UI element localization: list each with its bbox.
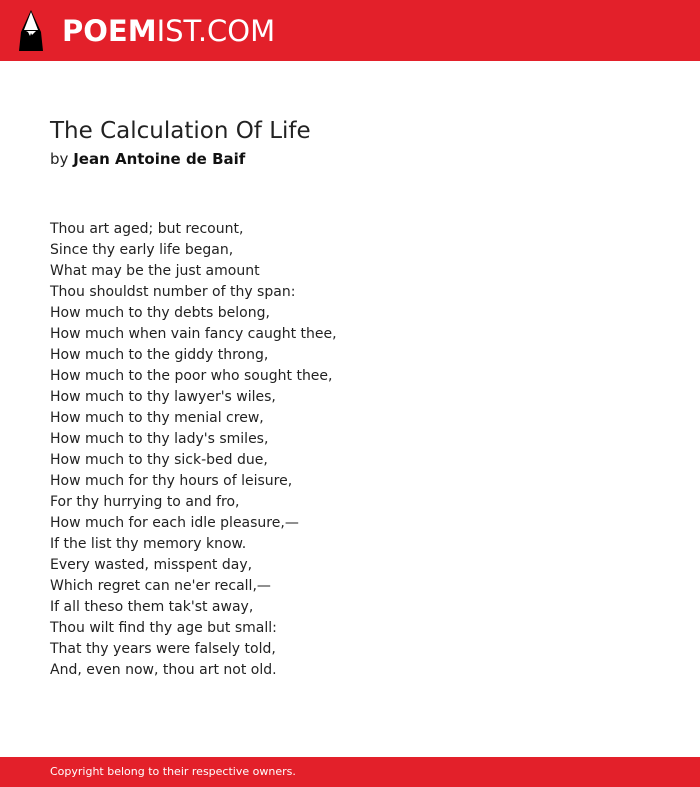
poem-line: If all theso them tak'st away, [50, 599, 254, 615]
poem-line: How much to thy debts belong, [50, 305, 270, 321]
poem-line: Since thy early life began, [50, 242, 234, 258]
poem-line: How much to the giddy throng, [50, 347, 269, 363]
poem-line: How much for thy hours of leisure, [50, 473, 293, 489]
poem-line: How much for each idle pleasure,— [50, 515, 299, 531]
poem-line: If the list thy memory know. [50, 536, 247, 552]
poem-line: How much to thy lady's smiles, [50, 431, 269, 447]
poem-line: How much to thy sick-bed due, [50, 452, 268, 468]
pen-nib-icon[interactable] [18, 10, 44, 51]
site-logo[interactable] [62, 13, 275, 49]
poem-line: How much when vain fancy caught thee, [50, 326, 337, 342]
poem-line: How much to the poor who sought thee, [50, 368, 333, 384]
poem-line: Every wasted, misspent day, [50, 557, 253, 573]
poem-title: The Calculation Of Life [50, 118, 311, 144]
copyright-notice: Copyright belong to their respective owners. [50, 765, 296, 778]
poem-line: For thy hurrying to and fro, [50, 494, 240, 510]
site-footer [0, 757, 700, 787]
poem-line: And, even now, thou art not old. [50, 662, 277, 678]
poem-author: Jean Antoine de Baif [73, 150, 246, 168]
logo-wordmark-bold: POEM [62, 14, 157, 48]
by-label: by [50, 150, 69, 168]
logo-wordmark-light: IST.COM [156, 14, 276, 48]
site-header [0, 0, 700, 61]
poem-line: How much to thy lawyer's wiles, [50, 389, 276, 405]
poem-line: How much to thy menial crew, [50, 410, 264, 426]
poem-line: That thy years were falsely told, [50, 641, 276, 657]
poem-line: Thou art aged; but recount, [50, 221, 244, 237]
poem-byline [50, 149, 245, 169]
poem-line: Which regret can ne'er recall,— [50, 578, 271, 594]
poem-line: What may be the just amount [50, 263, 260, 279]
poem-body [50, 219, 337, 681]
poem-line: Thou shouldst number of thy span: [50, 284, 296, 300]
poem-line: Thou wilt find thy age but small: [50, 620, 277, 636]
